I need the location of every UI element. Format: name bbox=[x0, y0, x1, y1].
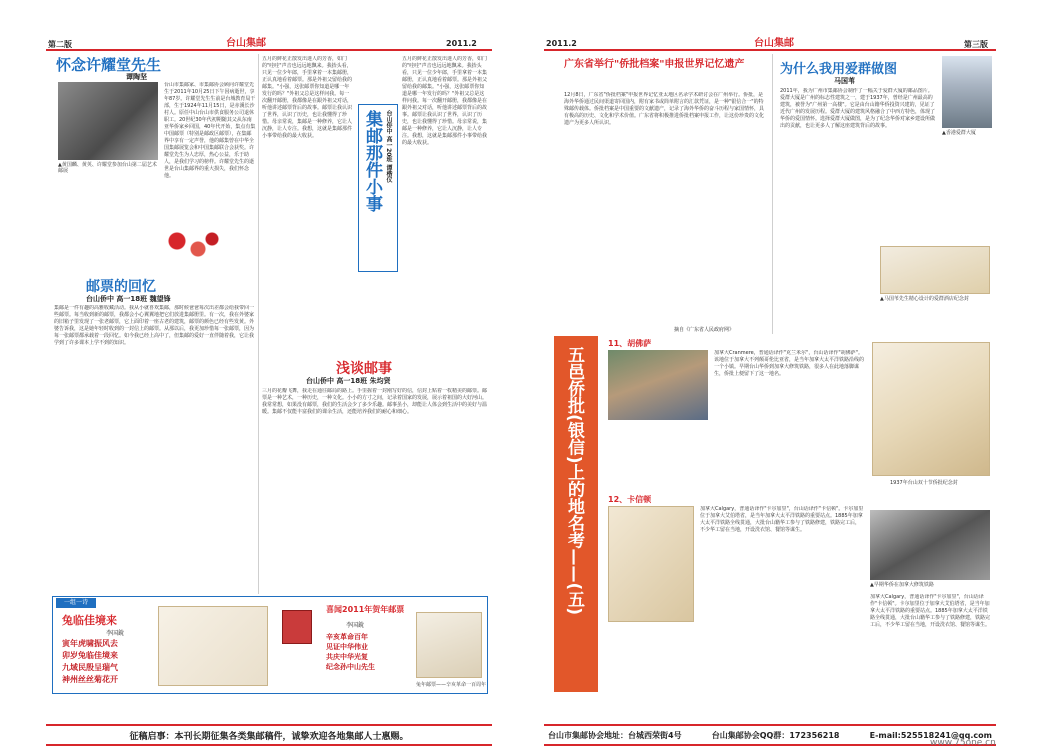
r-article2-stamp-caption: ▲马国苇先生精心设计的爱群酒店纪念封 bbox=[880, 296, 969, 302]
right-masthead: 台山集邮 bbox=[754, 38, 794, 49]
right-page-label: 第三版 bbox=[964, 40, 988, 49]
r-article1-body: 12月8日，广东省"侨批档案"申报世界记忆亚太地区名录学术研讨会在广州举行。侨批，是海外华侨通过民间渠道寄回国内，附有家书或简单附言的汇款凭证，是一种"银信合一"的特殊邮传载体。侨批档案是中国重要的文献遗产，记录了海外华侨的奋斗历程与家国情怀，具有极高的历史、文化和学术价值。广东省将积极推进侨批档案申报工作，让这份珍贵的文化遗产为更多人所认识。 bbox=[564, 92, 764, 126]
feature-subtitle: 台山侨中 高一20班 谭楷仪 bbox=[385, 110, 392, 183]
poem-left-line-1: 寅年虎啸振风去 bbox=[62, 639, 118, 648]
series-item12-title: 12、卡信顿 bbox=[608, 495, 652, 504]
footer-address: 台山市集邮协会地址：台城西荣街4号 bbox=[548, 730, 682, 740]
series-cover-image-1937 bbox=[872, 342, 990, 476]
r-article2-cover-image bbox=[880, 246, 990, 294]
feature-vertical-title: 集邮那件小事 bbox=[362, 110, 382, 212]
r-article2-title: 为什么我用爱群做图 bbox=[780, 62, 898, 77]
watermark: www.75one.cn bbox=[930, 738, 996, 748]
poem-left-line-4: 神州丝丝菊花开 bbox=[62, 675, 118, 684]
poem-right-title: 喜闻2011年贺年邮票 bbox=[326, 605, 405, 614]
article1-caption: ▲黄国麟、黄英、许耀堂参加台山第二届艺术邮展 bbox=[58, 162, 157, 174]
article3-title: 浅谈邮事 bbox=[336, 361, 392, 377]
right-page bbox=[544, 0, 996, 756]
article1-title: 怀念许耀堂先生 bbox=[56, 56, 162, 74]
poem-left-line-2: 卯岁兔临佳境来 bbox=[62, 651, 118, 660]
series-vertical-title: 五邑侨批(银信)上的地名考——(五) bbox=[564, 346, 584, 616]
left-masthead: 台山集邮 bbox=[226, 38, 266, 49]
series-item12-envelope-image bbox=[608, 506, 694, 622]
feature-body: 五月的鲜花正散发出迷人的芳香，如门的"哇哇"声音也远远地飘来。我抬头看，只见一位少年郎，手里拿着一本集邮册，正认真地看着邮票。那是外祖父留给我的邮集。"小强，这张邮票你知道是哪一年发行的吗？"外祖父总是这样问我。每一次翻开邮册，我都像是在跟外祖父对话，听他讲述邮票背后的故事。邮票让我认识了世界，认识了历史，也让我懂得了珍惜。母亲常说，集邮是一种修养，它让人沉静，让人专注。我想，这就是集邮那件小事带给我的最大收获。 bbox=[262, 56, 353, 139]
feature-body-cont: 五月的鲜花正散发出迷人的芳香，如门的"哇哇"声音也远远地飘来。我抬头看，只见一位少年郎，手里拿着一本集邮册，正认真地看着邮票。那是外祖父留给我的邮集。"小强，这张邮票你知道是哪一年发行的吗？"外祖父总是这样问我。每一次翻开邮册，我都像是在跟外祖父对话，听他讲述邮票背后的故事。邮票让我认识了世界，认识了历史，也让我懂得了珍惜。母亲常说，集邮是一种修养，它让人沉静，让人专注。我想，这就是集邮那件小事带给我的最大收获。 bbox=[402, 56, 488, 146]
article3-body: 三月的花瓣飞舞，我走在通往邮局的路上。手里握着一封刚写好的信，信封上贴着一枚精美的邮票。邮票是一种艺术，一种历史，一种文化。小小的方寸之间，记录着国家的发展，展示着祖国的大好河山。我常常想，如果没有邮票，我们的生活会少了多少乐趣。邮事虽小，却能让人体会到生活中的美好与温暖。集邮不仅能丰富我们的课余生活，还能培养我们的耐心和细心。 bbox=[262, 388, 488, 415]
left-page bbox=[46, 0, 492, 756]
series-item12-body-cont: 加拿大Calgary，普通话译作"卡尔加里"，台山话译作"卡信顿"。卡尔加里位于加拿大艾伯塔省，是当年加拿大太平洋铁路的重要站点。1885年加拿大太平洋铁路全线贯通，大批台山籍华工参与了铁路修建，铁路完工后，不少华工留在当地，开设洗衣馆、餐馆等谋生。 bbox=[870, 594, 990, 628]
flower-decoration bbox=[156, 225, 226, 265]
poem-right-line-1: 辛亥革命百年 bbox=[326, 633, 368, 641]
series-item11-body: 加拿大Cranmere，普通话译作"克兰米尔"，台山话译作"胡佛萨"。该地位于加拿大不列颠哥伦比亚省，是当年加拿大太平洋铁路沿线的一个小镇。早期台山华侨到加拿大修筑铁路，很多人在此地落脚谋生，侨批上便留下了这一地名。 bbox=[714, 350, 864, 377]
poem-right-line-2: 见证中华伟业 bbox=[326, 643, 368, 651]
poem-left-author: 李国銳 bbox=[106, 630, 125, 637]
poem-left-title: 兔临佳境来 bbox=[62, 614, 117, 627]
footer-email[interactable]: E-mail:525518241@qq.com bbox=[869, 730, 992, 740]
series-cover-caption: 1937年台山双十节侨批纪念封 bbox=[890, 480, 958, 486]
series-rail-photo bbox=[870, 510, 990, 580]
left-footer: 征稿启事：本刊长期征集各类集邮稿件，诚挚欢迎各地集邮人士惠赐。 bbox=[46, 724, 492, 746]
r-article2-caption: ▲香港爱群大厦 bbox=[942, 130, 976, 136]
r-article2-author: 马国苇 bbox=[834, 77, 855, 85]
article1-photo bbox=[58, 82, 158, 160]
r-article2-body: 2011年，我为广州市集邮协会制作了一幅关于爱群大厦的邮品图片。爱群大厦是广州的标志性建筑之一，建于1937年，曾经是广州最高的建筑，被誉为"广州第一高楼"。它是由台山籍华侨投资兴建的，见证了近代广州的发展历程。爱群大厦的建筑风格融合了中西方特色，体现了华侨的爱国情怀。选择爱群大厦做图，是为了纪念华侨对家乡建设所做出的贡献，也让更多人了解这座建筑背后的故事。 bbox=[780, 88, 936, 129]
poem-right-stamp-image bbox=[282, 610, 312, 644]
poem-right-line-3: 共庆中华光复 bbox=[326, 653, 368, 661]
poem-left-line-3: 九域民殷呈瑞气 bbox=[62, 663, 118, 672]
poem-right-line-4: 纪念孙中山先生 bbox=[326, 663, 375, 671]
poem-right-cover-image bbox=[416, 612, 482, 678]
footer-qq-group: 台山集邮协会QQ群：172356218 bbox=[711, 730, 840, 740]
poem-right-author: 李国銳 bbox=[346, 622, 365, 629]
series-item12-body: 加拿大Calgary，普通话译作"卡尔加里"，台山话译作"卡信顿"。卡尔加里位于加拿大艾伯塔省，是当年加拿大太平洋铁路的重要站点。1885年加拿大太平洋铁路全线贯通，大批台山籍华工参与了铁路修建，铁路完工后，不少华工留在当地，开设洗衣馆、餐馆等谋生。 bbox=[700, 506, 864, 533]
series-item11-title: 11、胡佛萨 bbox=[608, 339, 652, 348]
right-footer bbox=[544, 724, 996, 746]
series-rail-caption: ▲早期华侨在加拿大修筑铁路 bbox=[870, 582, 934, 588]
article2-title: 邮票的回忆 bbox=[86, 279, 156, 295]
article2-body: 集邮是一件有趣的高雅收藏活动。我从小就喜欢集邮，那时候爸爸每次出差都会给我带回一些邮票。每当收到新的邮票，我都会小心翼翼地把它们放进集邮册里。有一次，我在外婆家的旧箱子里发现了一张老邮票，它上面印着一座古老的建筑，邮票的颜色已经有些发黄。外婆告诉我，这是她年轻时收到的一封信上的邮票。从那以后，我更加珍惜每一张邮票，因为每一张邮票都承载着一段回忆。如今我已经上高中了，但集邮的爱好一直伴随着我，它让我学到了许多课本上学不到的知识。 bbox=[54, 305, 254, 346]
left-page-label: 第二版 bbox=[48, 40, 72, 49]
article1-author: 谭陶坚 bbox=[126, 73, 147, 81]
r-article1-title: 广东省举行"侨批档案"申报世界记忆遗产 bbox=[564, 59, 745, 70]
article3-author: 台山侨中 高一18班 朱均贤 bbox=[306, 377, 391, 385]
poem-right-caption: 兔年邮票——辛亥革命一百周年 bbox=[416, 682, 487, 688]
article2-author: 台山侨中 高一18班 魏望锋 bbox=[86, 295, 171, 303]
left-header-rule bbox=[46, 49, 492, 51]
right-column-divider bbox=[772, 54, 773, 334]
left-column-divider bbox=[258, 54, 259, 594]
r-article2-photo bbox=[942, 56, 992, 128]
r-article1-source: 摘自《广东省人民政府网》 bbox=[674, 327, 735, 333]
series-item11-photo bbox=[608, 350, 708, 420]
poem-left-cover-image bbox=[158, 606, 268, 686]
article1-body: 台山市集邮家、市集邮协会顾问许耀堂先生于2011年10月25日下午因病逝世，享年87岁。许耀堂先生生前是台城教育局干部，生于1924年11月15日，是赤溪长沙村人。原任中山台山市供食服务公司退休职工。20世纪30年代初期随其父从东南亚华侨家乡回国，40年代开始，集点有集中国邮票（特别是邮政区邮票），在集邮界中享有一定声誉，他的邮集曾在中华全国集邮展览会和中国集邮联合会获奖。许耀堂先生为人忠厚，热心公益，乐于助人，是我们学习的榜样。许耀堂先生的逝世是台山集邮界的重大损失，我们怀念他。 bbox=[164, 82, 256, 179]
poem-tag: 一组一诗 bbox=[56, 598, 96, 608]
left-date: 2011.2 bbox=[446, 39, 477, 48]
right-header-rule bbox=[544, 49, 996, 51]
right-date: 2011.2 bbox=[546, 39, 577, 48]
